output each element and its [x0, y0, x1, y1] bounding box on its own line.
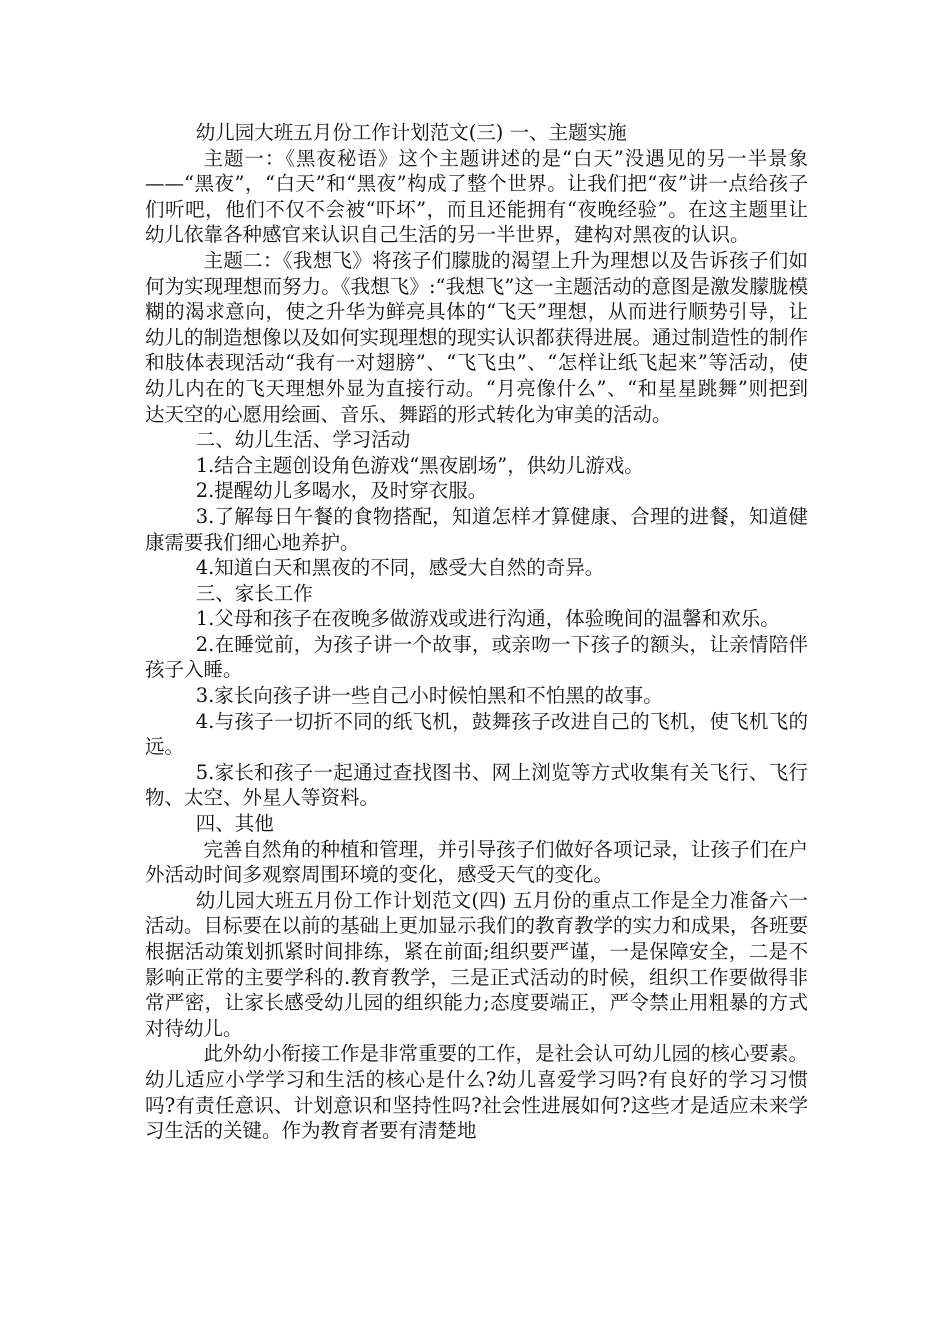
- list-item-parents-1: 1.父母和孩子在夜晚多做游戏或进行沟通，体验晚间的温馨和欢乐。: [195, 607, 780, 631]
- paragraph-title-three: 幼儿园大班五月份工作计划范文(三) 一、主题实施: [195, 121, 627, 144]
- section-heading-parents: 三、家长工作: [195, 581, 313, 605]
- paragraph-title-four: 幼儿园大班五月份工作计划范文(四) 五月份的重点工作是全力准备六一活动。目标要在以前的基础上更加显示我们的教育教学的实力和成果，各班要根据活动策划抓紧时间排练，紧在前面;组织要严谨，一是保障安全，二是不影响正常的主要学科的.教育教学，三是正式活动的时候，组织工作要做得非常严密，让家长感受幼儿园的组织能力;态度要端正，严令禁止用粗暴的方式对待幼儿。: [145, 888, 809, 1040]
- paragraph-theme-one: 主题一：《黑夜秘语》这个主题讲述的是“白天”没遇见的另一半景象——“黑夜”，“白天”和“黑夜”构成了整个世界。让我们把“夜”讲一点给孩子们听吧，他们不仅不会被“吓坏”，而且还能拥有“夜晚经验”。在这主题里让幼儿依靠各种感官来认识自己生活的另一半世界，建构对黑夜的认识。: [145, 146, 808, 247]
- list-item-parents-4: 4.与孩子一切折不同的纸飞机，鼓舞孩子改进自己的飞机，使飞机飞的远。: [145, 709, 808, 759]
- list-item-parents-3: 3.家长向孩子讲一些自己小时候怕黑和不怕黑的故事。: [195, 684, 663, 708]
- document-page: [145, 120, 808, 1144]
- section-heading-life-study: 二、幼儿生活、学习活动: [195, 428, 411, 452]
- section-heading-other: 四、其他: [195, 812, 274, 836]
- list-item-life-3: 3.了解每日午餐的食物搭配，知道怎样才算健康、合理的进餐，知道健康需要我们细心地养护。: [145, 504, 808, 554]
- list-item-parents-5: 5.家长和孩子一起通过查找图书、网上浏览等方式收集有关飞行、飞行物、太空、外星人等资料。: [145, 760, 808, 810]
- paragraph-transition: 此外幼小衔接工作是非常重要的工作，是社会认可幼儿园的核心要素。幼儿适应小学学习和生活的核心是什么?幼儿喜爱学习吗?有良好的学习习惯吗?有责任意识、计划意识和坚持性吗?社会性进展如何?这些才是适应未来学习生活的关键。作为教育者要有清楚地: [145, 1042, 809, 1143]
- paragraph-theme-two: 主题二：《我想飞》将孩子们朦胧的渴望上升为理想以及告诉孩子们如何为实现理想而努力。《我想飞》:“我想飞”这一主题活动的意图是激发朦胧模糊的渴求意向，使之升华为鲜亮具体的“飞天”理想，从而进行顺势引导，让幼儿的制造想像以及如何实现理想的现实认识都获得进展。通过制造性的制作和肢体表现活动“我有一对翅膀”、“飞飞虫”、“怎样让纸飞起来”等活动，使幼儿内在的飞天理想外显为直接行动。“月亮像什么”、“和星星跳舞”则把到达天空的心愿用绘画、音乐、舞蹈的形式转化为审美的活动。: [145, 248, 809, 426]
- list-item-life-4: 4.知道白天和黑夜的不同，感受大自然的奇异。: [195, 556, 605, 580]
- list-item-life-1: 1.结合主题创设角色游戏“黑夜剧场”，供幼儿游戏。: [195, 453, 644, 477]
- list-item-life-2: 2.提醒幼儿多喝水，及时穿衣服。: [195, 479, 488, 503]
- paragraph-other: 完善自然角的种植和管理，并引导孩子们做好各项记录，让孩子们在户外活动时间多观察周围环境的变化，感受天气的变化。: [145, 837, 809, 887]
- list-item-parents-2: 2.在睡觉前，为孩子讲一个故事，或亲吻一下孩子的额头，让亲情陪伴孩子入睡。: [145, 632, 808, 682]
